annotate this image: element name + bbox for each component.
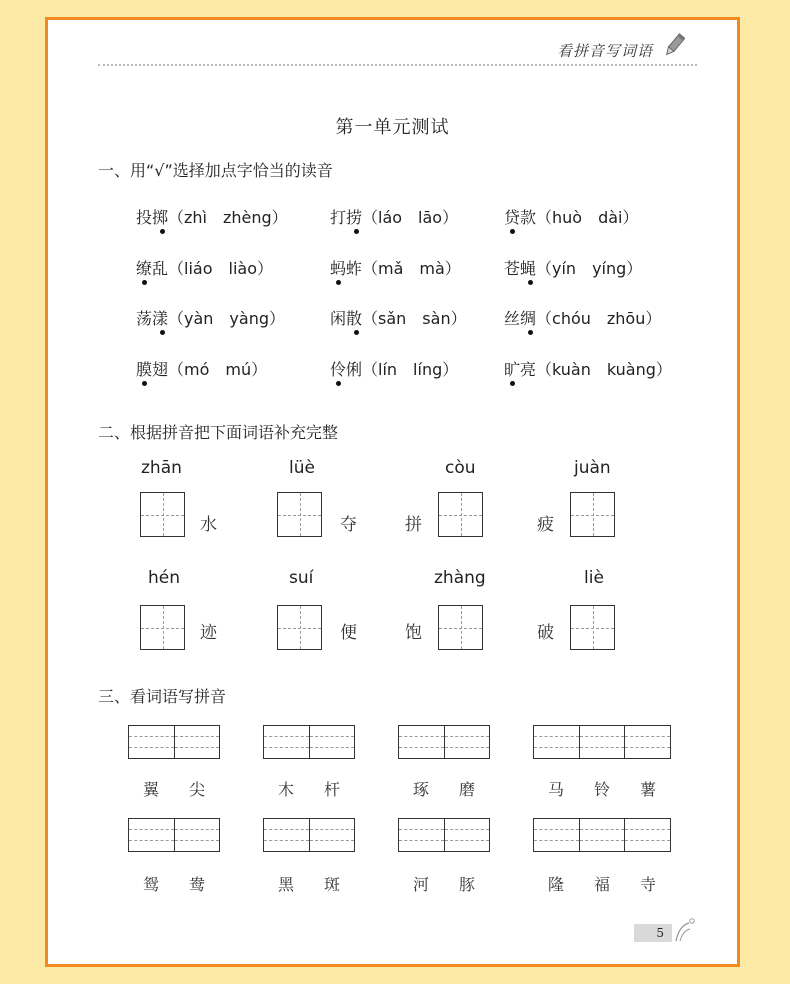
tian-grid-box[interactable] [140, 492, 185, 537]
reading-row [136, 205, 696, 256]
given-character: 迹 [200, 623, 217, 643]
reading-options[interactable]: （mǎ mà） [362, 258, 461, 278]
pinyin-cell [310, 819, 355, 851]
reading-item [330, 205, 458, 228]
reading-options[interactable]: （liáo liào） [168, 258, 273, 278]
pinyin-writing-box[interactable] [263, 818, 355, 852]
reading-item [330, 256, 461, 279]
pinyin-cell [175, 726, 220, 758]
pinyin-label: hén [148, 568, 181, 588]
reading-item [504, 205, 639, 228]
reading-item [136, 357, 267, 380]
pinyin-cell [445, 726, 490, 758]
reading-row [136, 256, 696, 307]
pinyin-cell [399, 726, 445, 758]
pinyin-label: lüè [289, 458, 315, 478]
pinyin-label: còu [445, 458, 476, 478]
word-characters [263, 872, 355, 895]
reading-item [504, 306, 661, 329]
word-text: 闲散 [330, 309, 363, 328]
word-characters [128, 872, 220, 895]
pinyin-cell [129, 726, 175, 758]
word-text: 荡漾 [136, 309, 169, 328]
page-header [98, 34, 697, 66]
emphasis-dot [336, 381, 341, 386]
pinyin-cell [399, 819, 445, 851]
word-character: 斑 [323, 875, 340, 894]
reading-options[interactable]: （zhì zhèng） [168, 208, 288, 227]
reading-item [136, 205, 288, 228]
reading-row [136, 306, 696, 357]
tian-grid-box[interactable] [140, 605, 185, 650]
reading-item [504, 256, 642, 279]
emphasis-dot [160, 229, 165, 234]
pinyin-cell [580, 819, 626, 851]
emphasis-dot [354, 330, 359, 335]
emphasis-dot [354, 229, 359, 234]
emphasis-dot [510, 381, 515, 386]
reading-options[interactable]: （sǎn sàn） [362, 309, 467, 328]
pinyin-writing-box[interactable] [533, 818, 671, 852]
reading-options[interactable]: （lín líng） [362, 359, 459, 379]
pinyin-cell [625, 819, 670, 851]
word-text: 蚂蚱 [330, 258, 363, 278]
section-2-heading: 二、根据拼音把下面词语补充完整 [98, 423, 339, 442]
reading-options[interactable]: （mó mú） [168, 359, 268, 379]
section-3-heading: 三、看词语写拼音 [98, 687, 227, 706]
word-text: 打捞 [330, 208, 363, 227]
reading-item [136, 306, 285, 329]
reading-options[interactable]: （láo lāo） [362, 208, 459, 227]
page-number: 5 [634, 924, 672, 942]
word-text: 旷亮 [504, 359, 537, 379]
emphasis-dot [528, 330, 533, 335]
reading-options[interactable]: （chóu zhōu） [536, 309, 662, 328]
word-text: 缭乱 [136, 258, 169, 278]
emphasis-dot [510, 229, 515, 234]
pinyin-label: juàn [574, 458, 611, 478]
given-character: 拼 [405, 515, 422, 535]
tian-grid-box[interactable] [277, 605, 322, 650]
pinyin-writing-box[interactable] [128, 725, 220, 759]
word-character: 琢 [412, 780, 429, 799]
word-character: 翼 [142, 780, 159, 799]
word-characters [263, 777, 355, 800]
pinyin-label: zhān [141, 458, 182, 478]
pinyin-writing-box[interactable] [398, 818, 490, 852]
given-character: 饱 [405, 623, 422, 643]
pinyin-writing-box[interactable] [398, 725, 490, 759]
worksheet-page [45, 17, 740, 967]
word-character: 豚 [458, 875, 475, 894]
word-text: 伶俐 [330, 359, 363, 379]
emphasis-dot [528, 280, 533, 285]
reading-item [330, 357, 458, 380]
reading-choice-grid [136, 205, 696, 407]
word-text: 苍蝇 [504, 258, 537, 278]
word-characters [398, 872, 490, 895]
given-character: 夺 [340, 515, 357, 535]
word-character: 磨 [458, 780, 475, 799]
emphasis-dot [336, 280, 341, 285]
pinyin-writing-box[interactable] [533, 725, 671, 759]
pinyin-label: zhàng [434, 568, 486, 588]
pinyin-cell [625, 726, 670, 758]
word-character: 鸳 [142, 875, 159, 894]
word-characters [128, 777, 220, 800]
pinyin-cell [580, 726, 626, 758]
pinyin-cell [534, 819, 580, 851]
emphasis-dot [142, 280, 147, 285]
header-title: 看拼音写词语 [556, 42, 653, 60]
tian-grid-box[interactable] [438, 605, 483, 650]
reading-item [504, 357, 672, 380]
reading-options[interactable]: （huò dài） [536, 208, 639, 227]
pencil-icon [663, 32, 685, 62]
word-text: 投掷 [136, 208, 169, 227]
word-character: 福 [593, 875, 610, 894]
word-character: 薯 [639, 780, 656, 799]
reading-item [136, 256, 273, 279]
tian-grid-box[interactable] [438, 492, 483, 537]
word-character: 鸯 [188, 875, 205, 894]
word-character: 杆 [323, 780, 340, 799]
pinyin-writing-box[interactable] [263, 725, 355, 759]
emphasis-dot [160, 330, 165, 335]
pinyin-label: liè [584, 568, 604, 588]
word-character: 木 [277, 780, 294, 799]
word-characters [533, 872, 671, 895]
section-1-heading: 一、用“√”选择加点字恰当的读音 [98, 161, 333, 180]
pinyin-writing-box[interactable] [128, 818, 220, 852]
word-text: 膜翅 [136, 359, 169, 379]
given-character: 便 [340, 623, 357, 643]
reading-options[interactable]: （yàn yàng） [168, 309, 286, 328]
reading-row [136, 357, 696, 408]
word-text: 贷款 [504, 208, 537, 227]
tian-grid-box[interactable] [277, 492, 322, 537]
word-character: 寺 [639, 875, 656, 894]
reading-item [330, 306, 467, 329]
word-characters [533, 777, 671, 800]
word-character: 尖 [188, 780, 205, 799]
pinyin-cell [129, 819, 175, 851]
given-character: 破 [537, 623, 554, 643]
pinyin-cell [264, 726, 310, 758]
swirl-decoration-icon [674, 917, 696, 947]
tian-grid-box[interactable] [570, 492, 615, 537]
document-title: 第一单元测试 [335, 117, 450, 138]
pinyin-cell [175, 819, 220, 851]
word-character: 隆 [547, 875, 564, 894]
word-character: 河 [412, 875, 429, 894]
pinyin-cell [534, 726, 580, 758]
reading-options[interactable]: （yín yíng） [536, 258, 643, 278]
emphasis-dot [142, 381, 147, 386]
pinyin-cell [310, 726, 355, 758]
word-character: 铃 [593, 780, 610, 799]
tian-grid-box[interactable] [570, 605, 615, 650]
pinyin-cell [264, 819, 310, 851]
word-text: 丝绸 [504, 309, 537, 328]
word-character: 黑 [277, 875, 294, 894]
pinyin-label: suí [289, 568, 314, 588]
given-character: 水 [200, 515, 217, 535]
word-characters [398, 777, 490, 800]
word-character: 马 [547, 780, 564, 799]
reading-options[interactable]: （kuàn kuàng） [536, 359, 672, 379]
given-character: 疲 [537, 515, 554, 535]
pinyin-cell [445, 819, 490, 851]
